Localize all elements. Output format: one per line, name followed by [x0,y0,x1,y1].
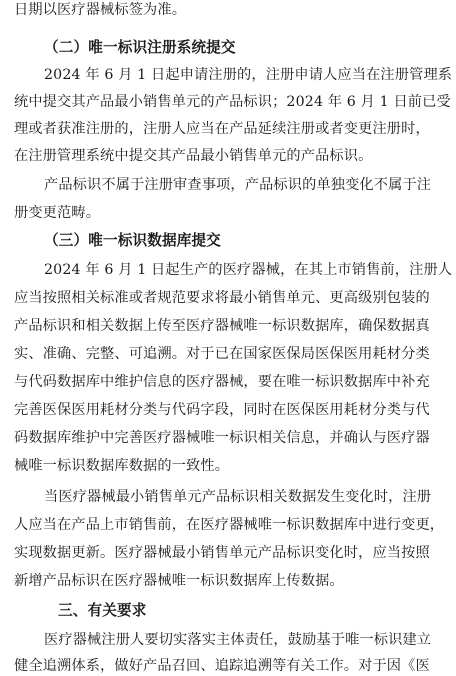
text-line: 与代码数据库中维护信息的医疗器械，要在唯一标识数据库中补充 [14,374,430,390]
text-line: 实、准确、完整、可追溯。对于已在国家医保局医保医用耗材分类 [14,346,430,362]
text-line: 日期以医疗器械标签为准。 [14,2,187,18]
text-line: 册变更范畴。 [14,205,101,221]
text-line: 应当按照相关标准或者规范要求将最小销售单元、更高级别包装的 [14,290,430,306]
text-line: 理或者获准注册的，注册人应当在产品延续注册或者变更注册时， [14,121,430,137]
section-heading: 三、有关要求 [58,602,147,619]
text-line: 医疗器械注册人要切实落实主体责任，鼓励基于唯一标识建立 [44,632,432,648]
text-line: 人应当在产品上市销售前，在医疗器械唯一标识数据库中进行变更， [14,517,445,533]
text-line: 健全追溯体系，做好产品召回、追踪追溯等有关工作。对于因《医 [14,658,430,674]
text-line: 新增产品标识在医疗器械唯一标识数据库上传数据。 [14,573,344,589]
text-line: 2024 年 6 月 1 日起生产的医疗器械，在其上市销售前，注册人 [44,262,453,278]
section-heading: （三）唯一标识数据库提交 [44,232,221,249]
text-line: 码数据库维护中完善医疗器械唯一标识相关信息，并确认与医疗器 [14,430,430,446]
text-line: 械唯一标识数据库数据的一致性。 [14,458,230,474]
text-line: 在注册管理系统中提交其产品最小销售单元的产品标识。 [14,148,373,164]
section-heading: （二）唯一标识注册系统提交 [44,39,236,56]
text-line: 当医疗器械最小销售单元产品标识相关数据发生变化时，注册 [44,489,432,505]
text-line: 统中提交其产品最小销售单元的产品标识；2024 年 6 月 1 日前已受 [14,94,451,110]
text-line: 完善医保医用耗材分类与代码字段，同时在医保医用耗材分类与代 [14,402,430,418]
text-line: 产品标识和相关数据上传至医疗器械唯一标识数据库，确保数据真 [14,318,430,334]
text-line: 产品标识不属于注册审查事项，产品标识的单独变化不属于注 [44,177,432,193]
text-line: 实现数据更新。医疗器械最小销售单元产品标识变化时，应当按照 [14,545,430,561]
text-line: 2024 年 6 月 1 日起申请注册的，注册申请人应当在注册管理系 [44,67,453,83]
